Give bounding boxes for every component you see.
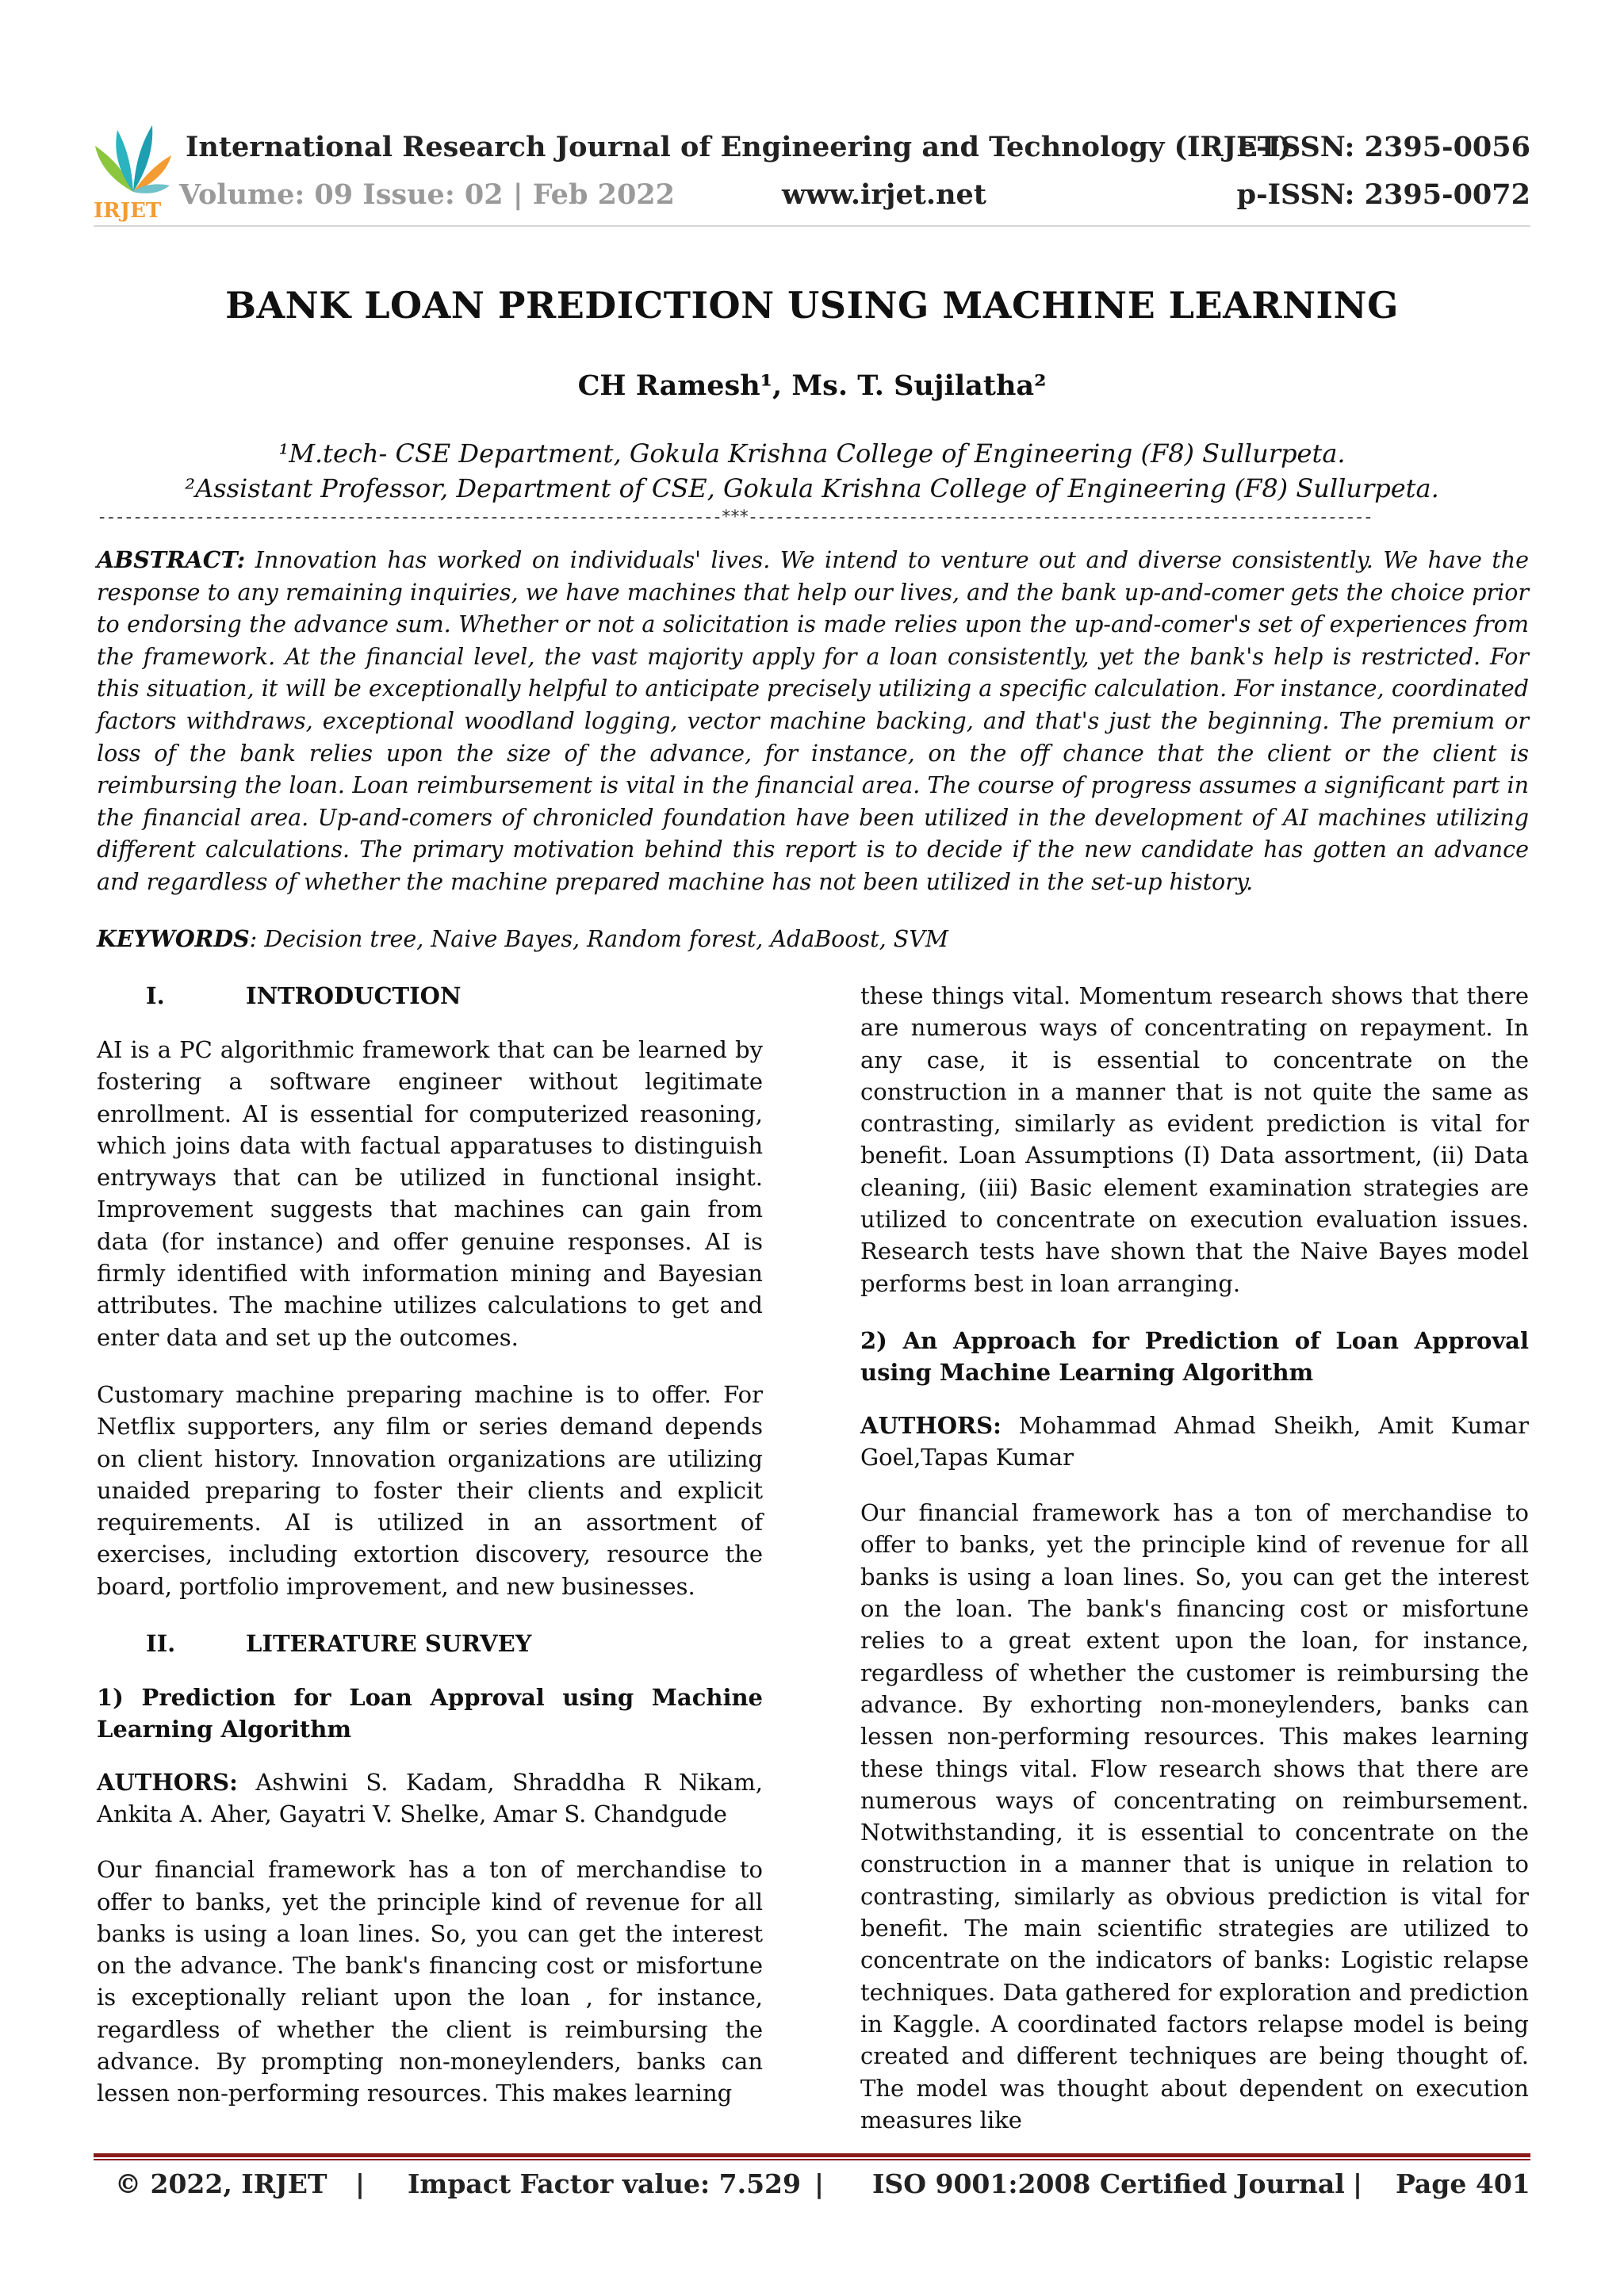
journal-name: International Research Journal of Engineering and Technology (IRJET) — [186, 131, 1292, 163]
footer-impact-factor: Impact Factor value: 7.529 — [408, 2168, 801, 2199]
affiliation-1: ¹M.tech- CSE Department, Gokula Krishna College of Engineering (F8) Sullurpeta. — [278, 438, 1346, 469]
keywords — [97, 925, 1529, 952]
footer-rule-thin — [94, 2159, 1530, 2160]
survey-item-1-authors — [97, 1766, 763, 1831]
header-divider — [94, 225, 1530, 227]
section-number: II. — [146, 1630, 176, 1658]
authors-list: Mohammad Ahmad Sheikh, Amit Kumar Goel,Tapas Kumar — [860, 1411, 1529, 1471]
affiliation-2: ²Assistant Professor, Department of CSE, Gokula Krishna College of Engineering (F8) Sullurpeta. — [185, 473, 1439, 503]
footer-copyright: © 2022, IRJET — [115, 2168, 327, 2199]
survey-item-1-paragraph-continued: these things vital. Momentum research shows that there are numerous ways of concentrating on repayment. In any case, it is essential to concentrate on the construction in a manner that is not quite the same as contrasting, similarly as evident prediction is vital for benefit. Loan Assumptions (I) Data assortment, (ii) Data cleaning, (iii) Basic element examination strategies are utilized to concentrate on execution evaluation issues. Research tests have shown that the Naive Bayes model performs best in loan arranging. — [860, 982, 1529, 1297]
e-issn: e-ISSN: 2395-0056 — [1238, 131, 1530, 163]
separator-line: ----------------------------------------------------------------------***---------------------------------------------------------------------- — [97, 507, 1373, 526]
journal-website[interactable]: www.irjet.net — [782, 178, 986, 211]
footer-separator: | — [814, 2168, 825, 2199]
authors-list: Ashwini S. Kadam, Shraddha R Nikam, Ankita A. Aher, Gayatri V. Shelke, Amar S. Chandgude — [97, 1768, 763, 1827]
keywords-label: KEYWORDS — [97, 925, 250, 952]
survey-item-2-title: 2) An Approach for Prediction of Loan Approval using Machine Learning Algorithm — [860, 1326, 1529, 1387]
irjet-logo-icon — [94, 119, 173, 222]
left-column — [97, 980, 763, 2135]
footer-separator: | — [1353, 2168, 1363, 2199]
section-title: INTRODUCTION — [246, 982, 462, 1009]
keywords-text: : Decision tree, Naive Bayes, Random forest, AdaBoost, SVM — [249, 926, 948, 952]
paper-authors: CH Ramesh¹, Ms. T. Sujilatha² — [577, 369, 1047, 402]
section-number: I. — [146, 982, 165, 1009]
footer-page-number: Page 401 — [1396, 2168, 1530, 2199]
abstract-text: Innovation has worked on individuals' lives. We intend to venture out and diverse consistently. We have the response to any remaining inquiries, we have machines that help our lives, and the bank up-and-comer gets the choice prior to endorsing the advance sum. Whether or not a solicitation is made relies upon the up-and-comer's set of experiences from the framework. At the financial level, the vast majority apply for a loan consistently, yet the bank's help is restricted. For this situation, it will be exceptionally helpful to anticipate precisely utilizing a specific calculation. For instance, coordinated factors withdraws, exceptional woodland logging, vector machine backing, and that's just the beginning. The premium or loss of the bank relies upon the size of the advance, for instance, on the off chance that the client or the client is reimbursing the loan. Loan reimbursement is vital in the financial area. The course of progress assumes a significant part in the financial area. Up-and-comers of chronicled foundation have been utilized in the development of AI machines utilizing different calculations. The primary motivation behind this report is to decide if the new candidate has gotten an advance and regardless of whether the machine prepared machine has not been utilized in the set-up history. — [97, 547, 1529, 895]
authors-label: AUTHORS: — [860, 1411, 1002, 1439]
footer-rule-thick — [94, 2153, 1530, 2157]
footer-iso: ISO 9001:2008 Certified Journal — [872, 2168, 1345, 2199]
logo-text: IRJET — [94, 199, 162, 222]
abstract-label: ABSTRACT: — [97, 546, 246, 573]
journal-header — [94, 119, 1530, 230]
authors-label: AUTHORS: — [97, 1768, 238, 1796]
section-title: LITERATURE SURVEY — [246, 1630, 532, 1658]
right-column — [860, 980, 1529, 2161]
p-issn: p-ISSN: 2395-0072 — [1236, 178, 1530, 211]
volume-issue: Volume: 09 Issue: 02 | Feb 2022 — [179, 178, 676, 211]
survey-item-2-authors — [860, 1410, 1529, 1474]
paper-title: BANK LOAN PREDICTION USING MACHINE LEARNING — [225, 284, 1399, 327]
footer-separator: | — [355, 2168, 366, 2199]
intro-paragraph-1: AI is a PC algorithmic framework that can be learned by fostering a software engineer without legitimate enrollment. AI is essential for computerized reasoning, which joins data with factual apparatuses to distinguish entryways that can be utilized in functional insight. Improvement suggests that machines can gain from data (for instance) and offer genuine responses. AI is firmly identified with information mining and Bayesian attributes. The machine utilizes calculations to get and enter data and set up the outcomes. — [97, 1036, 763, 1351]
intro-paragraph-2: Customary machine preparing machine is to offer. For Netflix supporters, any film or series demand depends on client history. Innovation organizations are utilizing unaided preparing to foster their clients and explicit requirements. AI is utilized in an assortment of exercises, including extortion discovery, resource the board, portfolio improvement, and new businesses. — [97, 1380, 763, 1600]
abstract — [97, 544, 1529, 899]
survey-item-2-paragraph: Our financial framework has a ton of merchandise to offer to banks, yet the principle kind of revenue for all banks is using a loan lines. So, you can get the interest on the loan. The bank's financing cost or misfortune relies to a great extent upon the loan, for instance, regardless of whether the customer is reimbursing the advance. By exhorting non-moneylenders, banks can lessen non-performing resources. This makes learning these things vital. Flow research shows that there are numerous ways of concentrating on reimbursement. Notwithstanding, it is essential to concentrate on the construction in a manner that is unique in relation to contrasting, similarly as obvious prediction is vital for benefit. The main scientific strategies are utilized to concentrate on the indicators of banks: Logistic relapse techniques. Data gathered for exploration and prediction in Kaggle. A coordinated factors relapse model is being created and different techniques are being thought of. The model was thought about dependent on execution measures like — [860, 1499, 1529, 2133]
page-footer — [0, 2168, 1624, 2208]
survey-item-1-title: 1) Prediction for Loan Approval using Machine Learning Algorithm — [97, 1684, 763, 1743]
survey-item-1-paragraph: Our financial framework has a ton of merchandise to offer to banks, yet the principle kind of revenue for all banks is using a loan lines. So, you can get the interest on the advance. The bank's financing cost or misfortune is exceptionally reliant upon the loan , for instance, regardless of whether the client is reimbursing the advance. By prompting non-moneylenders, banks can lessen non-performing resources. This makes learning — [97, 1856, 763, 2107]
section-heading-literature-survey — [97, 1628, 763, 1659]
section-heading-introduction — [97, 980, 763, 1012]
